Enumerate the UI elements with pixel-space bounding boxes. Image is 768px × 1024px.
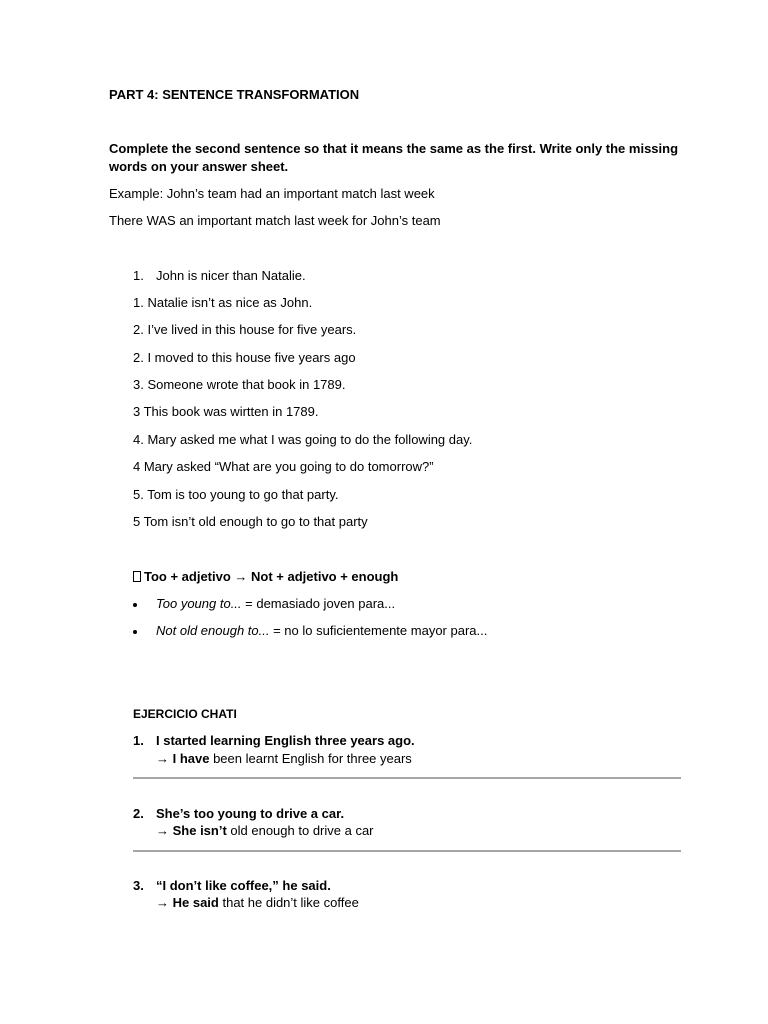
sentence-line: 1. Natalie isn’t as nice as John. bbox=[133, 295, 313, 310]
exercise-item-prompt: She’s too young to drive a car. bbox=[156, 806, 345, 821]
tip-bullet-2-italic: Not old enough to... bbox=[156, 623, 270, 638]
example-line-1: Example: John’s team had an important match last week bbox=[109, 186, 435, 201]
bullet-icon bbox=[133, 630, 137, 634]
first-item-text: John is nicer than Natalie. bbox=[156, 268, 306, 283]
exercise-item-number: 2. bbox=[133, 806, 144, 821]
exercise-item-answer bbox=[156, 750, 412, 768]
first-item-number: 1. bbox=[133, 268, 144, 283]
tip-bullet-1 bbox=[156, 595, 395, 613]
divider bbox=[133, 777, 681, 779]
example-line-2: There WAS an important match last week for John’s team bbox=[109, 213, 441, 228]
sentence-line: 5 Tom isn’t old enough to go to that party bbox=[133, 514, 368, 529]
sentence-line: 4. Mary asked me what I was going to do the following day. bbox=[133, 432, 473, 447]
sentence-line: 5. Tom is too young to go that party. bbox=[133, 487, 339, 502]
answer-lead: → He said bbox=[156, 895, 219, 910]
exercise-item-prompt: “I don’t like coffee,” he said. bbox=[156, 878, 331, 893]
tip-bullet-2 bbox=[156, 622, 487, 640]
exercise-item-answer bbox=[156, 822, 374, 840]
exercise-item-number: 3. bbox=[133, 878, 144, 893]
sentence-line: 2. I’ve lived in this house for five years. bbox=[133, 322, 357, 337]
tip-bullet-1-rest: = demasiado joven para... bbox=[241, 596, 396, 611]
tip-title: Too + adjetivo → Not + adjetivo + enough bbox=[144, 569, 399, 584]
answer-lead: → I have bbox=[156, 751, 210, 766]
answer-rest: been learnt English for three years bbox=[209, 751, 412, 766]
placeholder-box-icon bbox=[133, 571, 141, 582]
sentence-line: 3 This book was wirtten in 1789. bbox=[133, 404, 319, 419]
answer-rest: that he didn’t like coffee bbox=[218, 895, 359, 910]
answer-lead: → She isn’t bbox=[156, 823, 227, 838]
tip-title-row bbox=[133, 568, 398, 586]
tip-bullet-2-rest: = no lo suficientemente mayor para... bbox=[269, 623, 488, 638]
section-heading: PART 4: SENTENCE TRANSFORMATION bbox=[109, 87, 360, 102]
sentence-line: 3. Someone wrote that book in 1789. bbox=[133, 377, 346, 392]
exercise-item-number: 1. bbox=[133, 733, 144, 748]
bullet-icon bbox=[133, 603, 137, 607]
sentence-line: 4 Mary asked “What are you going to do tomorrow?” bbox=[133, 459, 434, 474]
sentence-line: 2. I moved to this house five years ago bbox=[133, 350, 356, 365]
divider bbox=[133, 850, 681, 852]
exercise-item-prompt: I started learning English three years ago. bbox=[156, 733, 415, 748]
instructions-line-2: words on your answer sheet. bbox=[109, 159, 289, 174]
answer-rest: old enough to drive a car bbox=[226, 823, 374, 838]
tip-bullet-1-italic: Too young to... bbox=[156, 596, 242, 611]
exercise-title: EJERCICIO CHATI bbox=[133, 707, 237, 721]
exercise-item-answer bbox=[156, 894, 359, 912]
instructions-line-1: Complete the second sentence so that it means the same as the first. Write only the missing bbox=[109, 141, 679, 156]
